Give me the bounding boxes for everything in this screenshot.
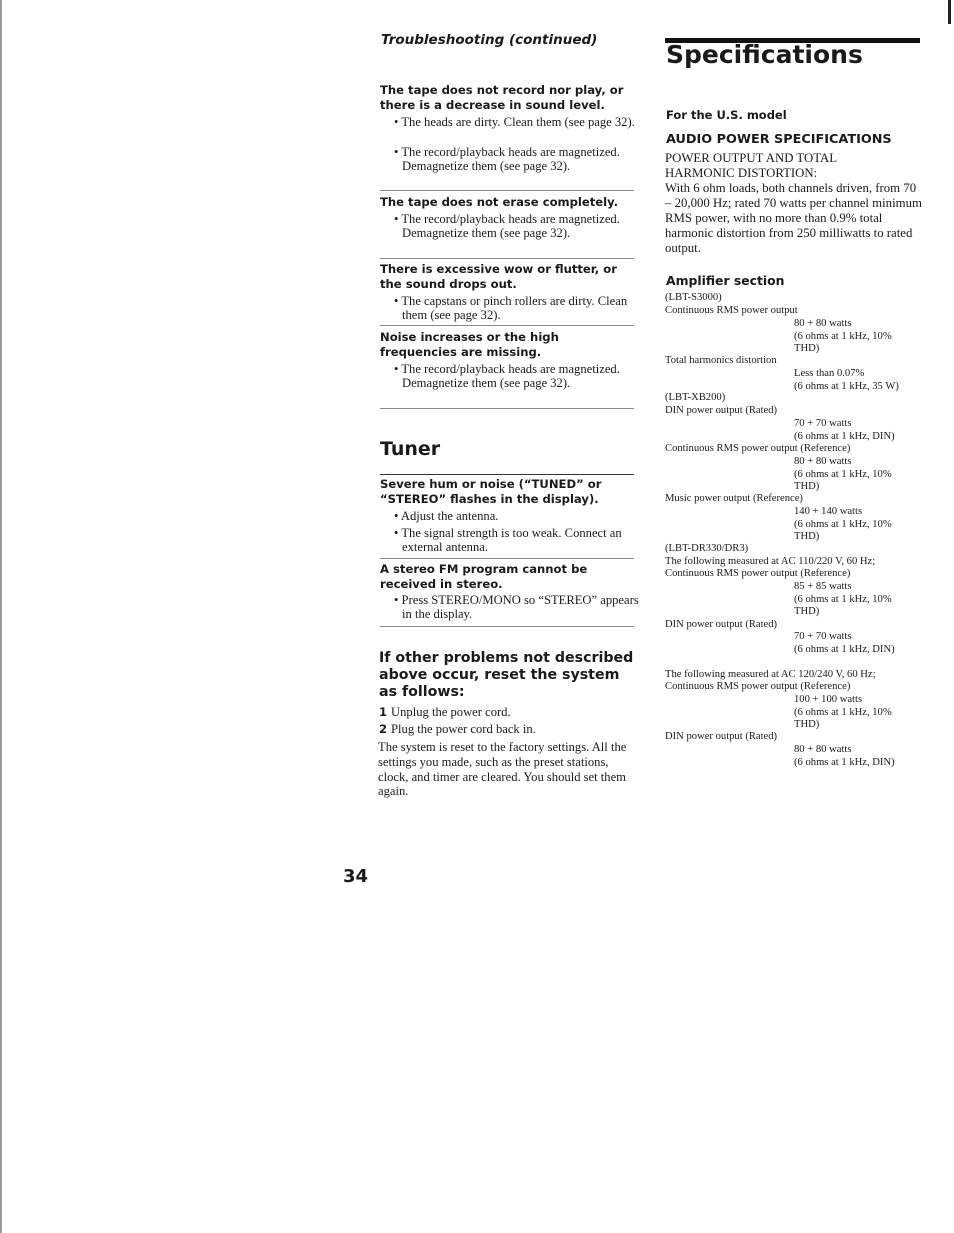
problem-heading: There is excessive wow or flutter, or the sound drops out. xyxy=(380,262,617,291)
amplifier-heading: Amplifier section xyxy=(666,273,785,288)
list-item: • The signal strength is too weak. Connect an external antenna. xyxy=(394,526,622,554)
us-model-label: For the U.S. model xyxy=(666,108,787,122)
list-item: • The heads are dirty. Clean them (see page 32). xyxy=(394,115,635,129)
step-item xyxy=(379,705,511,720)
page-title: Specifications xyxy=(666,40,863,69)
spec-value: 80 + 80 watts xyxy=(794,456,852,467)
problem-heading: A stereo FM program cannot be received in stereo. xyxy=(380,562,588,591)
spec-value: 85 + 85 watts xyxy=(794,581,852,592)
spec-label: The following measured at AC 120/240 V, 60 Hz; xyxy=(665,669,876,680)
spec-value: 80 + 80 watts xyxy=(794,318,852,329)
page-number: 34 xyxy=(343,866,369,887)
spec-label: DIN power output (Rated) xyxy=(665,619,778,630)
step-number: 1 xyxy=(379,705,388,719)
spec-value: THD) xyxy=(794,343,820,354)
spec-value: (6 ohms at 1 kHz, DIN) xyxy=(794,431,895,442)
spec-label: Music power output (Reference) xyxy=(665,493,803,504)
spec-label: (LBT-S3000) xyxy=(665,292,722,303)
spec-label: The following measured at AC 110/220 V, 60 Hz; xyxy=(665,556,876,567)
spec-label: Total harmonics distortion xyxy=(665,355,777,366)
problem-heading: The tape does not record nor play, or there is a decrease in sound level. xyxy=(380,83,624,112)
problem-heading: The tape does not erase completely. xyxy=(380,195,619,209)
list-item: • Press STEREO/MONO so “STEREO” appears in the display. xyxy=(394,593,639,621)
spec-value: Less than 0.07% xyxy=(794,368,865,379)
problem-heading: Noise increases or the high frequencies are missing. xyxy=(380,330,559,359)
list-item: • The record/playback heads are magnetized. Demagnetize them (see page 32). xyxy=(394,212,620,240)
spec-label: Continuous RMS power output xyxy=(665,305,798,316)
spec-value: THD) xyxy=(794,719,820,730)
reset-paragraph: The system is reset to the factory settings. All the settings you made, such as the preset stations, clock, and timer are cleared. You should set them again. xyxy=(378,740,627,799)
spec-value: 70 + 70 watts xyxy=(794,418,852,429)
divider xyxy=(380,190,634,191)
section-title-tuner: Tuner xyxy=(380,438,441,460)
spec-label: Continuous RMS power output (Reference) xyxy=(665,681,851,692)
spec-value: 70 + 70 watts xyxy=(794,631,852,642)
list-item: • The capstans or pinch rollers are dirty. Clean them (see page 32). xyxy=(394,294,628,322)
spec-value: (6 ohms at 1 kHz, 10% xyxy=(794,519,892,530)
step-number: 2 xyxy=(379,722,388,736)
divider xyxy=(380,408,634,409)
step-text: Unplug the power cord. xyxy=(391,705,511,719)
spec-value: (6 ohms at 1 kHz, 10% xyxy=(794,594,892,605)
page-edge-line xyxy=(0,0,2,1233)
page-corner-mark xyxy=(948,0,951,24)
reset-heading: If other problems not described above occur, reset the system as follows: xyxy=(379,650,634,700)
running-head: Troubleshooting (continued) xyxy=(381,32,598,48)
spec-label: (LBT-DR330/DR3) xyxy=(665,543,749,554)
spec-value: (6 ohms at 1 kHz, DIN) xyxy=(794,757,895,768)
spec-value: (6 ohms at 1 kHz, 10% xyxy=(794,469,892,480)
problem-heading: Severe hum or noise (“TUNED” or “STEREO” flashes in the display). xyxy=(380,477,602,506)
step-item xyxy=(379,722,536,737)
spec-value: THD) xyxy=(794,481,820,492)
audio-power-heading: AUDIO POWER SPECIFICATIONS xyxy=(666,132,892,147)
spec-label: (LBT-XB200) xyxy=(665,392,726,403)
divider xyxy=(380,258,634,259)
spec-label: Continuous RMS power output (Reference) xyxy=(665,568,851,579)
spec-value: (6 ohms at 1 kHz, DIN) xyxy=(794,644,895,655)
spec-value: 80 + 80 watts xyxy=(794,744,852,755)
list-item: • The record/playback heads are magnetized. Demagnetize them (see page 32). xyxy=(394,362,620,390)
spec-value: THD) xyxy=(794,531,820,542)
step-text: Plug the power cord back in. xyxy=(391,722,536,736)
divider xyxy=(380,474,634,475)
spec-value: (6 ohms at 1 kHz, 10% xyxy=(794,707,892,718)
spec-value: THD) xyxy=(794,606,820,617)
spec-value: (6 ohms at 1 kHz, 10% xyxy=(794,331,892,342)
audio-power-caps: POWER OUTPUT AND TOTAL HARMONIC DISTORTION: xyxy=(665,151,837,180)
divider xyxy=(380,626,634,627)
audio-power-text: With 6 ohm loads, both channels driven, from 70 – 20,000 Hz; rated 70 watts per channel minimum RMS power, with no more than 0.9% total harmonic distortion from 250 milliwatts to rated output. xyxy=(665,181,922,255)
spec-value: 100 + 100 watts xyxy=(794,694,863,705)
spec-value: 140 + 140 watts xyxy=(794,506,863,517)
spec-label: Continuous RMS power output (Reference) xyxy=(665,443,851,454)
spec-label: DIN power output (Rated) xyxy=(665,731,778,742)
list-item: • Adjust the antenna. xyxy=(394,509,499,523)
divider xyxy=(380,325,634,326)
list-item: • The record/playback heads are magnetized. Demagnetize them (see page 32). xyxy=(394,145,620,173)
spec-label: DIN power output (Rated) xyxy=(665,405,778,416)
divider xyxy=(380,558,634,559)
spec-value: (6 ohms at 1 kHz, 35 W) xyxy=(794,381,899,392)
